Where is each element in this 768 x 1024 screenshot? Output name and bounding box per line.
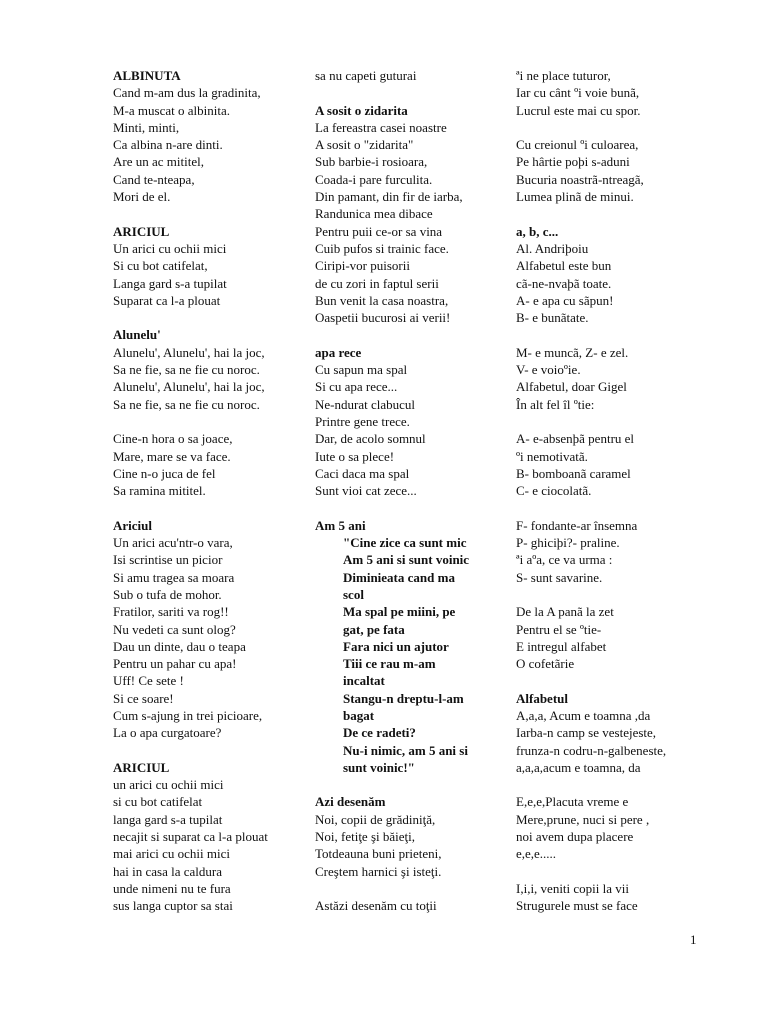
blank-line (315, 84, 505, 101)
text-column-middle (315, 67, 505, 915)
text-line: Cand te-nteapa, (113, 171, 195, 187)
text-line: mai arici cu ochii mici (113, 846, 230, 862)
text-line: Nu vedeti ca sunt olog? (113, 621, 236, 637)
blank-line (516, 499, 726, 516)
text-line: Cu creionul ºi culoarea, (516, 137, 639, 153)
poem-heading: Alunelu' (113, 327, 161, 343)
text-line: Sunt vioi cat zece... (315, 483, 417, 499)
text-line: F- fondante-ar însemna (516, 517, 638, 533)
text-line: Noi, copii de grădiniţă, (315, 811, 436, 827)
text-line: necajit si suparat ca l-a plouat (113, 829, 268, 845)
text-line: Fratilor, sariti va rog!! (113, 604, 229, 620)
poem-heading: scol (343, 586, 364, 602)
blank-line (315, 880, 505, 897)
text-line: e,e,e..... (516, 846, 557, 862)
text-line: M- e muncã, Z- e zel. (516, 344, 629, 360)
text-line: sa nu capeti guturai (315, 68, 417, 83)
blank-line (516, 326, 726, 343)
poem-heading: Am 5 ani (315, 517, 366, 533)
text-line: Caci daca ma spal (315, 465, 410, 481)
text-column-right (516, 67, 726, 915)
text-line: a,a,a,acum e toamna, da (516, 759, 641, 775)
text-line: Si amu tragea sa moara (113, 569, 235, 585)
poem-heading: Nu-i nimic, am 5 ani si (343, 742, 468, 758)
text-line: La fereastra casei noastre (315, 119, 447, 135)
text-line: A sosit o "zidarita" (315, 137, 414, 153)
text-line: Iute o sa plece! (315, 448, 395, 464)
text-line: Creştem harnici şi isteţi. (315, 863, 442, 879)
blank-line (516, 586, 726, 603)
text-line: Lumea plinã de minui. (516, 189, 634, 205)
poem-heading: Fara nici un ajutor (343, 638, 449, 654)
page-number: 1 (690, 932, 697, 947)
text-line: Alunelu', Alunelu', hai la joc, (113, 379, 265, 395)
blank-line (516, 863, 726, 880)
text-line: Sa ramina mititel. (113, 483, 206, 499)
text-line: frunza-n codru-n-galbeneste, (516, 742, 667, 758)
text-line: Suparat ca l-a plouat (113, 292, 221, 308)
poem-heading: Tiii ce rau m-am (343, 656, 436, 672)
text-line: Pentru el se ºtie- (516, 621, 602, 637)
text-line: Sa ne fie, sa ne fie cu noroc. (113, 362, 260, 378)
text-line: Iarba-n camp se vestejeste, (516, 725, 657, 741)
text-line: A,a,a, Acum e toamna ,da (516, 707, 651, 723)
blank-line (113, 205, 308, 222)
blank-line (113, 309, 308, 326)
poem-heading: Ma spal pe miini, pe (343, 604, 456, 620)
text-line: Cu sapun ma spal (315, 362, 408, 378)
text-line: M-a muscat o albinita. (113, 102, 230, 118)
poem-heading: Stangu-n dreptu-l-am (343, 690, 464, 706)
text-line: Astăzi desenăm cu toţii (315, 898, 437, 914)
text-line: B- bomboanã caramel (516, 465, 631, 481)
poem-heading: sunt voinic!" (343, 759, 415, 775)
text-line: Uff! Ce sete ! (113, 673, 184, 689)
text-line: Cum s-ajung in trei picioare, (113, 707, 263, 723)
text-line: cã-ne-nvaþã toate. (516, 275, 612, 291)
text-line: Alfabetul, doar Gigel (516, 379, 627, 395)
text-line: Coada-i pare furculita. (315, 171, 433, 187)
text-line: Pentru un pahar cu apa! (113, 656, 237, 672)
text-line: Si ce soare! (113, 690, 174, 706)
text-line: ºi nemotivatã. (516, 448, 588, 464)
text-line: La o apa curgatoare? (113, 725, 222, 741)
text-line: Mare, mare se va face. (113, 448, 231, 464)
text-line: Iar cu cânt ºi voie bunã, (516, 85, 640, 101)
text-line: unde nimeni nu te fura (113, 880, 231, 896)
text-line: În alt fel îl ºtie: (516, 396, 595, 412)
text-line: sus langa cuptor sa stai (113, 898, 233, 914)
text-line: ªi aºa, ce va urma : (516, 552, 613, 568)
blank-line (315, 499, 505, 516)
text-line: Sub barbie-i rosioara, (315, 154, 428, 170)
poem-heading: Diminieata cand ma (343, 569, 455, 585)
text-line: un arici cu ochii mici (113, 777, 224, 793)
text-line: hai in casa la caldura (113, 863, 222, 879)
poem-heading: apa rece (315, 344, 362, 360)
text-line: S- sunt savarine. (516, 569, 603, 585)
poem-heading: A sosit o zidarita (315, 102, 408, 118)
blank-line (516, 205, 726, 222)
text-line: P- ghiciþi?- praline. (516, 535, 620, 551)
text-line: si cu bot catifelat (113, 794, 203, 810)
text-line: noi avem dupa placere (516, 829, 634, 845)
text-line: Si cu apa rece... (315, 379, 398, 395)
text-line: E intregul alfabet (516, 638, 607, 654)
blank-line (516, 776, 726, 793)
blank-line (516, 672, 726, 689)
text-line: V- e voioºie. (516, 362, 581, 378)
text-line: Pe hârtie poþi s-aduni (516, 154, 630, 170)
text-line: B- e bunãtate. (516, 310, 589, 326)
poem-heading: incaltat (343, 673, 385, 689)
text-column-left (113, 67, 308, 915)
text-line: Totdeauna buni prieteni, (315, 846, 442, 862)
poem-heading: "Cine zice ca sunt mic (343, 535, 467, 551)
poem-heading: ALBINUTA (113, 68, 181, 83)
text-line: Un arici acu'ntr-o vara, (113, 535, 233, 551)
text-line: Sub o tufa de mohor. (113, 586, 222, 602)
poem-heading: Azi desenăm (315, 794, 386, 810)
text-line: Din pamant, din fir de iarba, (315, 189, 463, 205)
text-line: Al. Andriþoiu (516, 240, 589, 256)
text-line: Lucrul este mai cu spor. (516, 102, 641, 118)
text-line: Alunelu', Alunelu', hai la joc, (113, 344, 265, 360)
text-line: Are un ac mititel, (113, 154, 204, 170)
poem-heading: Ariciul (113, 517, 152, 533)
text-line: Ca albina n-are dinti. (113, 137, 223, 153)
text-line: Un arici cu ochii mici (113, 240, 227, 256)
text-line: Mori de el. (113, 189, 171, 205)
blank-line (315, 326, 505, 343)
text-line: langa gard s-a tupilat (113, 811, 223, 827)
poem-heading: Alfabetul (516, 690, 568, 706)
text-line: Si cu bot catifelat, (113, 258, 208, 274)
text-line: Ne-ndurat clabucul (315, 396, 415, 412)
poem-heading: a, b, c... (516, 223, 559, 239)
blank-line (315, 776, 505, 793)
poem-heading: ARICIUL (113, 759, 170, 775)
text-line: Noi, fetiţe şi băieţi, (315, 829, 416, 845)
text-line: Cand m-am dus la gradinita, (113, 85, 261, 101)
text-line: E,e,e,Placuta vreme e (516, 794, 629, 810)
text-line: Ciripi-vor puisorii (315, 258, 410, 274)
blank-line (113, 413, 308, 430)
text-line: Cine n-o juca de fel (113, 465, 216, 481)
text-line: Bucuria noastrã-ntreagã, (516, 171, 644, 187)
poem-heading: ARICIUL (113, 223, 170, 239)
poem-heading: gat, pe fata (343, 621, 405, 637)
text-line: Cine-n hora o sa joace, (113, 431, 233, 447)
text-line: Minti, minti, (113, 119, 180, 135)
text-line: Strugurele must se face (516, 898, 638, 914)
text-line: A- e-absenþã pentru el (516, 431, 635, 447)
text-line: Isi scrintise un picior (113, 552, 223, 568)
text-line: ªi ne place tuturor, (516, 68, 611, 83)
text-line: Pentru puii ce-or sa vina (315, 223, 443, 239)
text-line: I,i,i, veniti copii la vii (516, 880, 630, 896)
text-line: Sa ne fie, sa ne fie cu noroc. (113, 396, 260, 412)
text-line: Alfabetul este bun (516, 258, 612, 274)
blank-line (113, 499, 308, 516)
poem-heading: Am 5 ani si sunt voinic (343, 552, 470, 568)
blank-line (113, 742, 308, 759)
text-line: O cofetãrie (516, 656, 575, 672)
text-line: Oaspetii bucurosi ai verii! (315, 310, 451, 326)
blank-line (516, 413, 726, 430)
text-line: Randunica mea dibace (315, 206, 433, 222)
text-line: Dau un dinte, dau o teapa (113, 638, 246, 654)
text-line: de cu zori in faptul serii (315, 275, 439, 291)
poem-heading: De ce radeti? (343, 725, 416, 741)
blank-line (516, 119, 726, 136)
text-line: Printre gene trece. (315, 413, 410, 429)
text-line: Dar, de acolo somnul (315, 431, 426, 447)
text-line: De la A panã la zet (516, 604, 614, 620)
text-line: A- e apa cu sãpun! (516, 292, 614, 308)
text-line: C- e ciocolatã. (516, 483, 592, 499)
text-line: Cuib pufos si trainic face. (315, 240, 449, 256)
poem-heading: bagat (343, 707, 375, 723)
text-line: Langa gard s-a tupilat (113, 275, 227, 291)
text-line: Mere,prune, nuci si pere , (516, 811, 650, 827)
text-line: Bun venit la casa noastra, (315, 292, 449, 308)
